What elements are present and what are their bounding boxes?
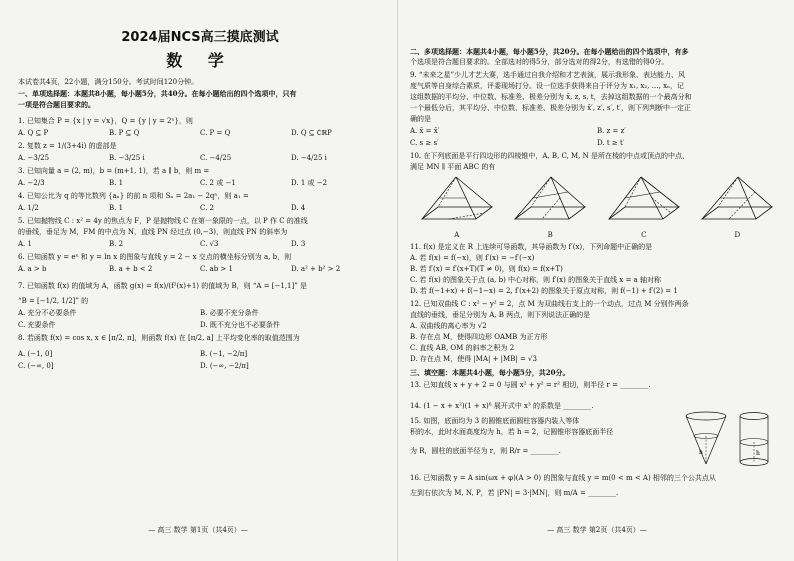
q8-option-c: C. (−∞, 0] — [18, 362, 54, 370]
question-9-options — [410, 125, 784, 149]
pyramid-b-diagram — [511, 175, 589, 231]
q1-option-c: C. P = Q — [200, 129, 231, 137]
question-8-stem: 8. 若函数 f(x) = cos x, x ∈ [π/2, π]，则函数 f(x) 在 [π/2, a] 上平均变化率的取值范围为 — [18, 334, 300, 342]
q2-option-d: D. −4/25 i — [291, 154, 327, 162]
pyramid-figure-d — [698, 175, 776, 240]
q11-option-c: C. 若 f(x) 的图象关于点 (a, b) 中心对称，则 f′(x) 的图象关于直线 x = a 轴对称 — [410, 276, 661, 284]
section-1-heading: 一、单项选择题：本题共8小题，每小题5分，共40分。在每小题给出的四个选项中，只有 — [18, 89, 297, 98]
question-9-line-2: 度气质等自身综合素质，评委现场打分。设一位选手获得来自于评分为 x₁, x₂, …, xₙ，记 — [410, 82, 685, 90]
question-14: 14. (1 − x + x²)(1 + x)⁶ 展开式中 x³ 的系数是 ________. — [410, 402, 594, 410]
q1-option-d: D. Q ⊆ ∁ℝP — [291, 129, 332, 137]
question-2-stem: 2. 复数 z = 1/(3+4i) 的虚部是 — [18, 142, 117, 150]
q9-option-b: B. z = z′ — [597, 127, 626, 135]
pyramid-figure-b — [511, 175, 589, 240]
question-10-line-1: 10. 在下列底面是平行四边形的四棱锥中，A, B, C, M, N 是所在棱的中点或顶点的中点， — [410, 152, 689, 160]
pyramid-figure-a — [418, 175, 496, 240]
pyramid-a-diagram — [418, 175, 496, 231]
question-3-options — [18, 177, 382, 189]
q5-option-a: A. 1 — [18, 240, 32, 248]
q2-option-a: A. −3/25 — [18, 154, 50, 162]
figure-label-d: D — [734, 231, 741, 239]
q4-option-d: D. 4 — [291, 204, 306, 212]
q5-option-b: B. 2 — [109, 240, 124, 248]
question-15 — [410, 416, 784, 457]
question-5-options — [18, 238, 382, 250]
question-15-line-2: 积的水，此时水面高度均为 h，若 h = 2，记圆锥形容器底面半径 — [410, 428, 614, 436]
q12-option-c: C. 直线 AB, OM 的斜率之积为 2 — [410, 344, 515, 352]
q3-option-a: A. −2/3 — [18, 179, 45, 187]
question-1-stem: 1. 已知集合 P = {x | y = √x}，Q = {y | y = 2ˣ}，则 — [18, 117, 193, 125]
q9-option-c: C. s ≥ s′ — [410, 139, 439, 147]
question-7-options — [18, 307, 382, 331]
figure-label-a: A — [454, 231, 460, 239]
question-1-options — [18, 127, 382, 139]
q8-option-b: B. (−1, −2/π] — [200, 350, 248, 358]
q7-option-d: D. 既不充分也不必要条件 — [200, 321, 280, 329]
q6-option-b: B. a + b < 2 — [109, 265, 153, 273]
question-9-line-5: 确的是 — [410, 115, 431, 123]
question-9-line-1: 9. “未来之星”少儿才艺大赛，选手通过自我介绍和才艺表演，展示我形象、表达能力、风 — [410, 71, 686, 79]
exam-title: 2024届NCS高三摸底测试 — [121, 30, 279, 45]
question-8-options — [18, 348, 382, 372]
section-3-heading: 三、填空题：本题共4小题，每小题5分，共20分。 — [410, 368, 570, 377]
cone-height-label: h — [699, 449, 703, 456]
pyramid-d-diagram — [698, 175, 776, 231]
q1-option-b: B. P ⊆ Q — [109, 129, 140, 137]
question-7-line-1: 7. 已知函数 f(x) 的值域为 A，函数 g(x) = f(x)/(f²(x)+1) 的值域为 B，则 “A = [−1,1]” 是 — [18, 282, 308, 290]
q4-option-a: A. 1/2 — [18, 204, 39, 212]
section-2-heading: 二、多项选择题：本题共4小题，每小题5分，共20分。在每小题给出的四个选项中，有多 — [410, 47, 689, 56]
q8-option-d: D. (−∞, −2/π] — [200, 362, 249, 370]
question-13: 13. 已知直线 x + y + 2 = 0 与圆 x² + y² = r² 相切，则半径 r = ________. — [410, 381, 651, 389]
question-7-line-2: “B = [−1/2, 1/2]” 的 — [18, 297, 89, 305]
q9-option-a: A. x̄ = x̄′ — [410, 127, 440, 135]
question-10-figures — [410, 175, 784, 240]
question-10-line-2: 满足 MN ∥ 平面 ABC 的有 — [410, 163, 496, 171]
q11-option-a: A. 若 f(x) = f(−x)，则 f′(x) = −f′(−x) — [410, 254, 535, 262]
section-1-heading-cont: 一项是符合题目要求的。 — [18, 100, 95, 109]
page-2-footer: — 高三 数学 第2页（共4页）— — [547, 526, 647, 534]
q6-option-a: A. a > b — [18, 265, 47, 273]
q3-option-c: C. 2 或 −1 — [200, 179, 236, 187]
question-4-stem: 4. 已知公比为 q 的等比数列 {aₙ} 的前 n 项和 Sₙ = 2a₁ − 2qⁿ，则 a₁ = — [18, 192, 249, 200]
q2-option-c: C. −4/25 — [200, 154, 232, 162]
pyramid-figure-c — [605, 175, 683, 240]
q8-option-a: A. (−1, 0] — [18, 350, 53, 358]
question-15-line-1: 15. 如图，底面均为 3 的圆锥底面圆柱容器内装入等体 — [410, 417, 580, 425]
question-2-options — [18, 152, 382, 164]
q12-option-d: D. 存在点 M，使得 |MA| + |MB| = √3 — [410, 355, 537, 363]
q4-option-c: C. 2 — [200, 204, 215, 212]
q12-option-b: B. 存在点 M，使得四边形 OAMB 为正方形 — [410, 333, 548, 341]
question-12-line-2: 直线的垂线，垂足分别为 A, B 两点，则下列说法正确的是 — [410, 311, 591, 319]
q7-option-b: B. 必要不充分条件 — [200, 309, 259, 317]
page-1-footer: — 高三 数学 第1页（共4页）— — [148, 526, 248, 534]
page-2 — [400, 0, 794, 561]
cylinder-height-label: h — [756, 450, 760, 457]
question-9-line-3: 这组数据的平均分、中位数、标准差、极差分别为 x̄, z, s, t，去掉这组数据的一个最高分和 — [410, 93, 692, 101]
q11-option-d: D. 若 f(−1+x) + f(−1−x) = 2, f′(x+2) 的图象关于原点对称，则 f(−1) + f′(2) = 1 — [410, 287, 678, 295]
q3-option-d: D. 1 或 −2 — [291, 179, 328, 187]
subject-title: 数 学 — [166, 51, 234, 70]
q7-option-a: A. 充分不必要条件 — [18, 309, 77, 317]
page-divider — [397, 0, 398, 561]
question-3-stem: 3. 已知向量 a = (2, m)，b = (m+1, 1)，若 a ∥ b，则 m = — [18, 167, 210, 175]
cone-cylinder-figure — [682, 410, 778, 468]
q7-option-c: C. 充要条件 — [18, 321, 56, 329]
section-2-heading-cont: 个选项是符合题目要求的。全部选对的得5分，部分选对的得2分，有选错的得0分。 — [410, 58, 669, 66]
question-6-stem: 6. 已知函数 y = eˣ 和 y = ln x 的图象与直线 y = 2 − x 交点的横坐标分别为 a, b，则 — [18, 253, 292, 261]
q2-option-b: B. −3/25 i — [109, 154, 145, 162]
figure-label-c: C — [641, 231, 647, 239]
question-16-line-1: 16. 已知函数 y = A sin(ωx + φ)(A > 0) 的图象与直线 y = m(0 < m < A) 相邻的三个公共点从 — [410, 474, 716, 482]
q12-option-a: A. 双曲线的离心率为 √2 — [410, 322, 487, 330]
q6-option-d: D. a² + b² > 2 — [291, 265, 341, 273]
q3-option-b: B. 1 — [109, 179, 124, 187]
q4-option-b: B. 1 — [109, 204, 124, 212]
q11-option-b: B. 若 f′(x) = f′(x+T)(T ≠ 0)，则 f(x) = f(x+T) — [410, 265, 563, 273]
q5-option-d: D. 3 — [291, 240, 306, 248]
question-15-line-3: 为 R，圆柱的底面半径为 r，则 R/r = ________. — [410, 447, 561, 455]
q9-option-d: D. t ≥ t′ — [597, 139, 625, 147]
question-16-line-2: 左到右依次为 M, N, P，若 |PN| = 3·|MN|，则 m/A = ________. — [410, 489, 619, 497]
question-5-line-2: 的垂线，垂足为 M，FM 的中点为 N，直线 PN 经过点 (0,−3)，则直线 PN 的斜率为 — [18, 228, 288, 236]
question-9-line-4: 一个最低分后，其平均分、中位数、标准差、极差分别为 x̄′, z′, s′, t′，则下列判断中一定正 — [410, 104, 691, 112]
intro-line: 本试卷共4页，22小题，满分150分。考试时间120分钟。 — [18, 78, 199, 86]
q1-option-a: A. Q ⊆ P — [18, 129, 49, 137]
question-6-options — [18, 263, 382, 275]
q6-option-c: C. ab > 1 — [200, 265, 233, 273]
q5-option-c: C. √3 — [200, 240, 219, 248]
page-1 — [0, 0, 396, 561]
question-4-options — [18, 202, 382, 214]
figure-label-b: B — [547, 231, 553, 239]
question-11-stem: 11. f(x) 是定义在 R 上连续可导函数，其导函数为 f′(x)，下列命题中正确的是 — [410, 243, 653, 251]
question-12-line-1: 12. 已知双曲线 C : x² − y² = 2，点 M 为双曲线右支上的一个动点，过点 M 分别作两条 — [410, 300, 689, 308]
question-5-line-1: 5. 已知抛物线 C : x² = 4y 的焦点为 F，P 是抛物线 C 在第一象限的一点，以 P 作 C 的准线 — [18, 217, 308, 225]
pyramid-c-diagram — [605, 175, 683, 231]
